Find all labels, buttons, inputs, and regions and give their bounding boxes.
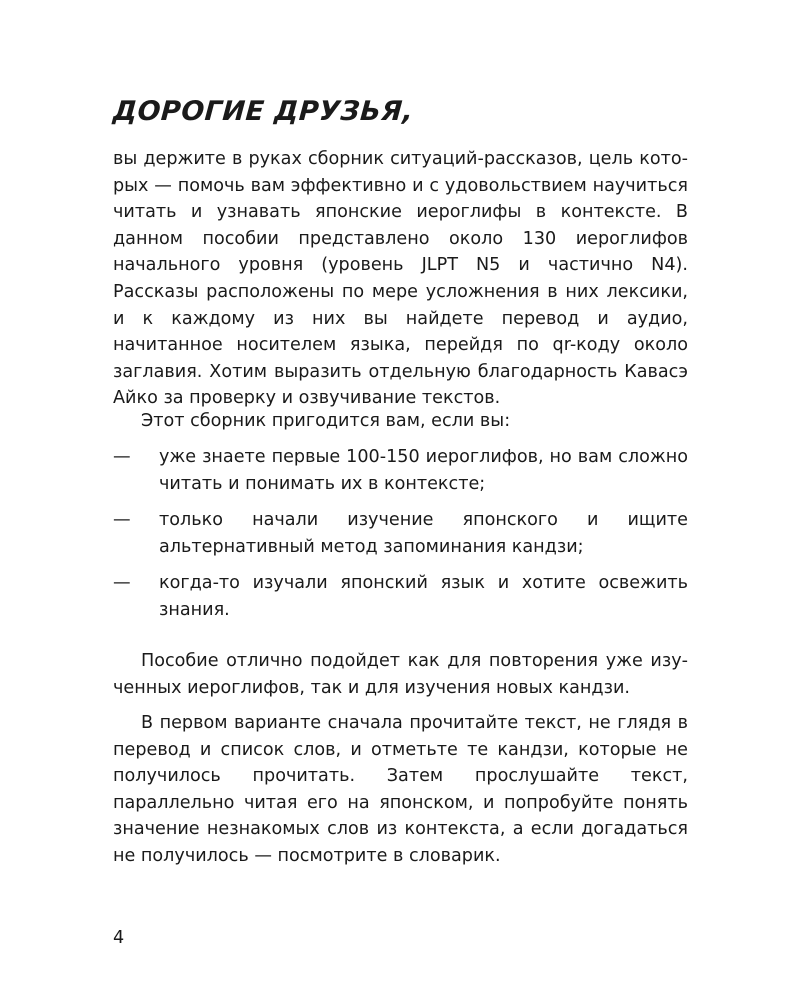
audience-list bbox=[113, 444, 688, 634]
intro-paragraph: вы держите в руках сборник ситуаций-рассказов, цель которых — помочь вам эффективно и с удовольствием научиться читать и узнавать японские иероглифы в контексте. В данном пособии представлено около 130 иероглифов начального уровня (уровень JLPT N5 и частично N4). Рассказы расположены по мере усложнения в них лексики, и к каждому из них вы найдете перевод и аудио, начитанное носителем языка, перейдя по qr-коду около заглавия. Хотим выразить отдельную благодарность Кавасэ Айко за проверку и озвучивание текстов. bbox=[113, 149, 688, 409]
list-item bbox=[113, 507, 688, 560]
list-item bbox=[113, 570, 688, 623]
list-item bbox=[113, 444, 688, 497]
list-dash: — bbox=[113, 573, 131, 594]
list-item-text: уже знаете первые 100-150 иероглифов, но вам сложно читать и понимать их в контексте; bbox=[159, 447, 688, 494]
page-heading: ДОРОГИЕ ДРУЗЬЯ, bbox=[111, 96, 415, 127]
list-item-text: когда-то изучали японский язык и хотите освежить знания. bbox=[159, 573, 688, 620]
list-intro-paragraph: Этот сборник пригодится вам, если вы: bbox=[141, 411, 511, 431]
usage-paragraph: Пособие отлично подойдет как для повторения уже изученных иероглифов, так и для изучения новых кандзи. bbox=[113, 651, 688, 698]
list-item-text: только начали изучение японского и ищите альтернативный метод запоминания кандзи; bbox=[159, 510, 688, 557]
document-page bbox=[113, 0, 688, 1000]
method-paragraph: В первом варианте сначала прочитайте текст, не глядя в перевод и список слов, и отметьте те кандзи, которые не получилось прочитать. Затем прослушайте текст, параллельно читая его на японском, и попробуйте понять значение незнакомых слов из контекста, а если догадаться не получилось — посмотрите в словарик. bbox=[113, 713, 688, 866]
list-dash: — bbox=[113, 510, 131, 531]
page-number: 4 bbox=[113, 928, 125, 948]
list-dash: — bbox=[113, 447, 131, 467]
